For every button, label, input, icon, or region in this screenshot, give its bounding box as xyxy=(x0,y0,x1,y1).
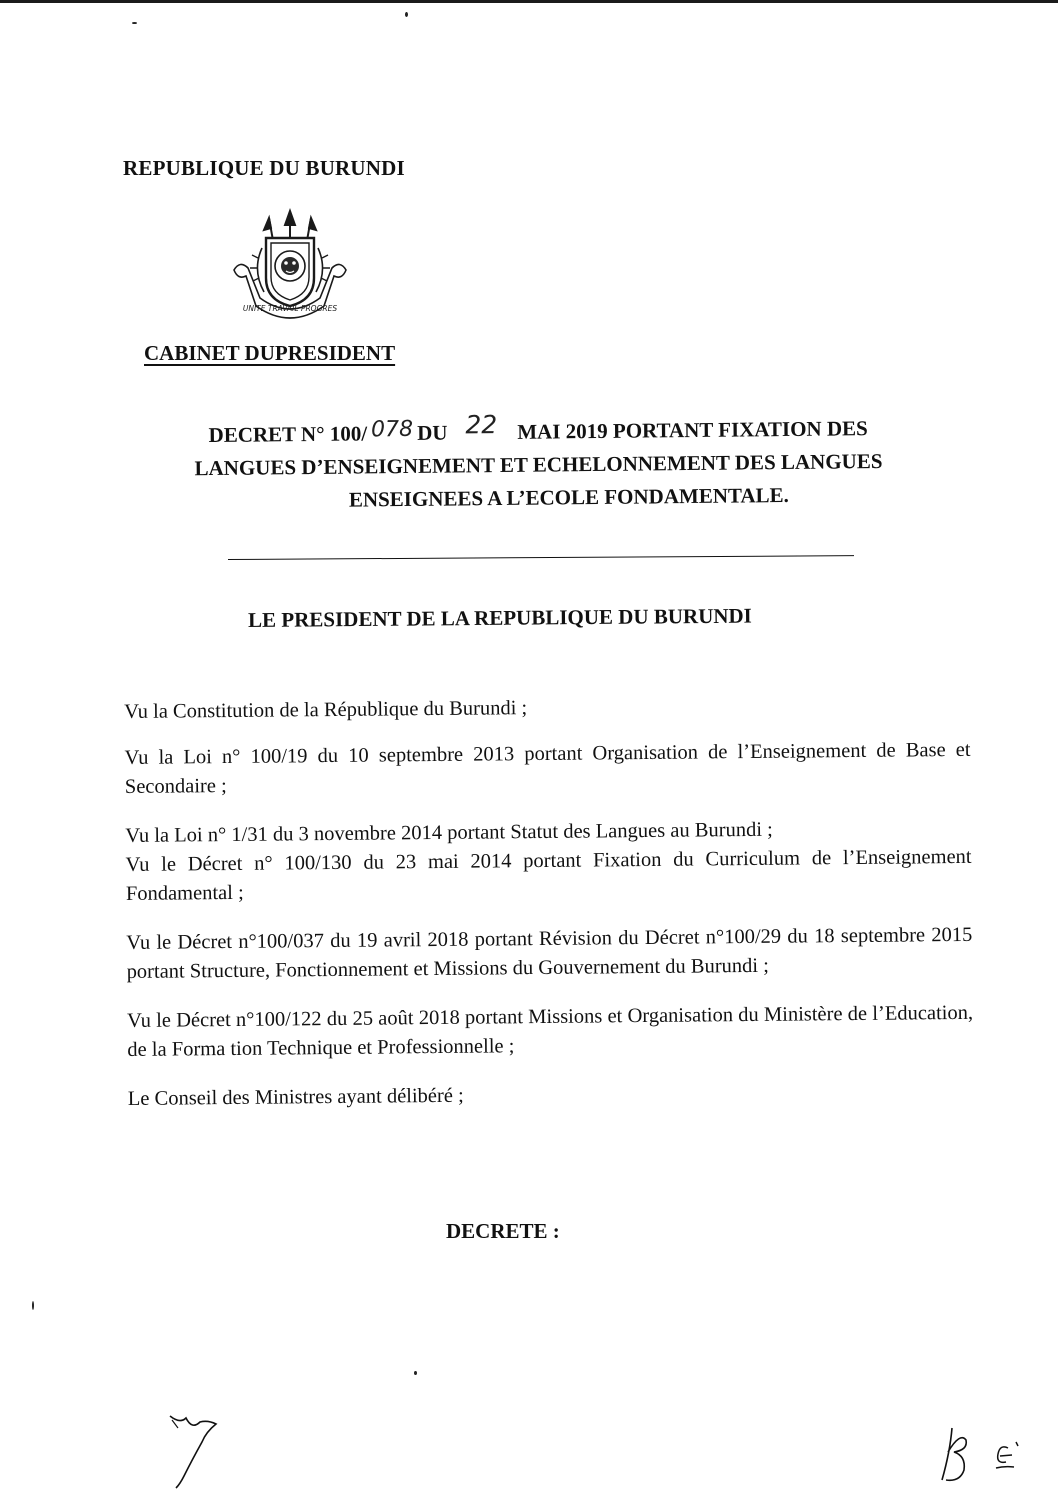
scan-speck xyxy=(405,12,408,17)
handwritten-decree-number: 078 xyxy=(370,416,414,443)
decree-title-line-3: ENSEIGNEES A L’ECOLE FONDAMENTALE. xyxy=(348,482,789,512)
scan-speck xyxy=(132,22,137,24)
preamble-item-decret-100-037: Vu le Décret n°100/037 du 19 avril 2018 portant Révision du Décret n°100/29 du 18 septembre 2015 portant Structure, Fonctionnement et Missions du Gouvernement du Burundi ; xyxy=(126,923,973,983)
scan-speck xyxy=(32,1301,34,1310)
decree-number-prefix: DECRET N° 100/ xyxy=(208,421,368,448)
emblem-motto: UNITE TRAVAIL PROGRES xyxy=(242,304,338,313)
preamble-item-constitution: Vu la Constitution de la République du Burundi ; xyxy=(124,697,528,723)
preamble-item-decret-100-130: Vu le Décret n° 100/130 du 23 mai 2014 portant Fixation du Curriculum de l’Enseignement Fondamental ; xyxy=(125,845,972,905)
page-initials-mark xyxy=(930,1422,1040,1487)
preamble xyxy=(124,690,974,1114)
preamble-item-decret-100-122: Vu le Décret n°100/122 du 25 août 2018 portant Missions et Organisation du Ministère de l’Education, de la Forma tion Technique et Professionnelle ; xyxy=(126,1001,974,1061)
decree-title-line1-rest: MAI 2019 PORTANT FIXATION DES xyxy=(517,416,868,444)
republic-title: REPUBLIQUE DU BURUNDI xyxy=(123,156,405,180)
scan-edge xyxy=(0,0,1058,3)
decree-title-line-2: LANGUES D’ENSEIGNEMENT ET ECHELONNEMENT DES LANGUES xyxy=(194,448,883,481)
preamble-item-conseil: Le Conseil des Ministres ayant délibéré ; xyxy=(127,1084,464,1110)
president-heading: LE PRESIDENT DE LA REPUBLIQUE DU BURUNDI xyxy=(248,603,752,632)
decrete-heading: DECRETE : xyxy=(446,1219,560,1243)
decree-title xyxy=(118,409,959,519)
preamble-item-loi-100-19: Vu la Loi n° 100/19 du 10 septembre 2013 portant Organisation de l’Enseignement de Base et Secondaire ; xyxy=(124,738,971,798)
title-separator xyxy=(228,555,854,560)
cabinet-heading: CABINET DUPRESIDENT xyxy=(144,341,396,365)
scan-speck xyxy=(414,1371,417,1375)
handwritten-decree-day: 22 xyxy=(465,410,498,440)
coat-of-arms-emblem xyxy=(224,208,356,332)
preamble-item-loi-1-31: Vu la Loi n° 1/31 du 3 novembre 2014 portant Statut des Langues au Burundi ; xyxy=(125,818,773,847)
signature-mark xyxy=(162,1410,232,1490)
decree-du: DU xyxy=(416,420,448,445)
